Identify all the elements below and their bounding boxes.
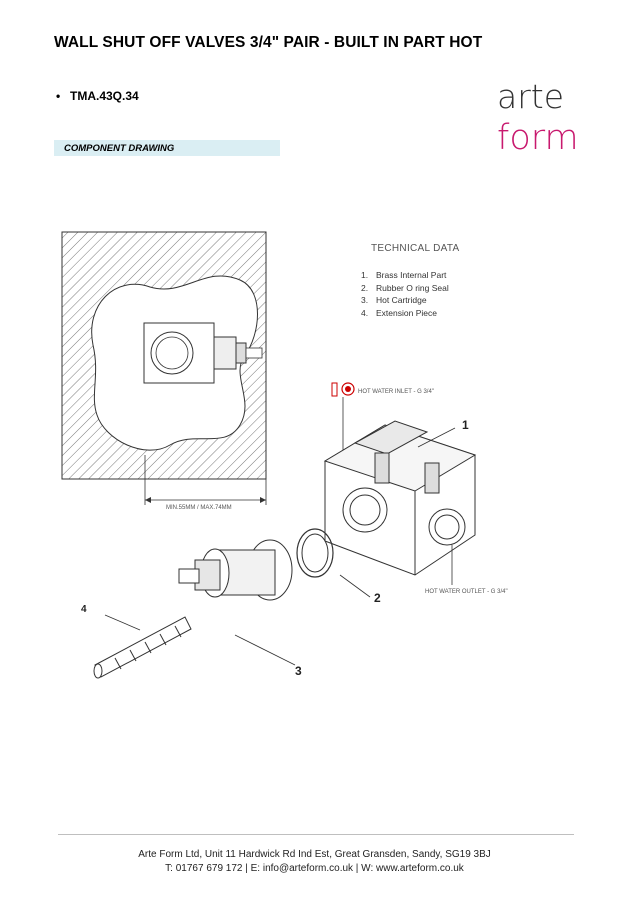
callout-4: 4 bbox=[81, 604, 87, 615]
product-code-text: TMA.43Q.34 bbox=[70, 89, 139, 103]
dimension-label: MIN.55MM / MAX.74MM bbox=[166, 505, 232, 511]
item-label: Brass Internal Part bbox=[376, 270, 447, 280]
logo-arte: arte bbox=[497, 77, 565, 116]
component-drawing bbox=[55, 225, 575, 695]
inlet-marker bbox=[332, 383, 354, 396]
outlet-label: HOT WATER OUTLET - G 3/4" bbox=[425, 589, 508, 595]
bullet-dot: • bbox=[56, 89, 61, 103]
section-label: COMPONENT DRAWING bbox=[64, 143, 175, 154]
list-item bbox=[361, 308, 449, 321]
wall-section bbox=[62, 232, 266, 505]
product-code bbox=[56, 89, 139, 103]
hot-cartridge bbox=[179, 540, 292, 600]
callout-1: 1 bbox=[462, 418, 469, 432]
footer-contact: T: 01767 679 172 | E: info@arteform.co.uk | W: www.arteform.co.uk bbox=[165, 863, 464, 874]
callout-2: 2 bbox=[374, 591, 381, 605]
list-item bbox=[361, 295, 449, 308]
brass-internal-part bbox=[325, 421, 475, 575]
list-item bbox=[361, 283, 449, 296]
item-number: 2. bbox=[361, 282, 369, 293]
page-title: WALL SHUT OFF VALVES 3/4" PAIR - BUILT IN PART HOT bbox=[54, 34, 483, 51]
extension-piece bbox=[94, 617, 191, 678]
item-number: 1. bbox=[361, 270, 369, 280]
o-ring-seal bbox=[297, 529, 333, 577]
item-number: 3. bbox=[361, 295, 369, 305]
logo-form: form bbox=[497, 118, 579, 158]
item-number: 4. bbox=[361, 307, 369, 318]
footer-divider bbox=[58, 834, 574, 835]
technical-data-title: TECHNICAL DATA bbox=[371, 243, 460, 254]
inlet-label: HOT WATER INLET - G 3/4" bbox=[358, 389, 434, 395]
technical-data-list bbox=[361, 270, 449, 320]
item-label: Rubber O ring Seal bbox=[376, 282, 449, 293]
list-item bbox=[361, 270, 449, 283]
callout-3: 3 bbox=[295, 664, 302, 678]
item-label: Hot Cartridge bbox=[376, 295, 427, 305]
item-label: Extension Piece bbox=[376, 307, 437, 318]
footer-address: Arte Form Ltd, Unit 11 Hardwick Rd Ind Est, Great Gransden, Sandy, SG19 3BJ bbox=[138, 849, 491, 860]
